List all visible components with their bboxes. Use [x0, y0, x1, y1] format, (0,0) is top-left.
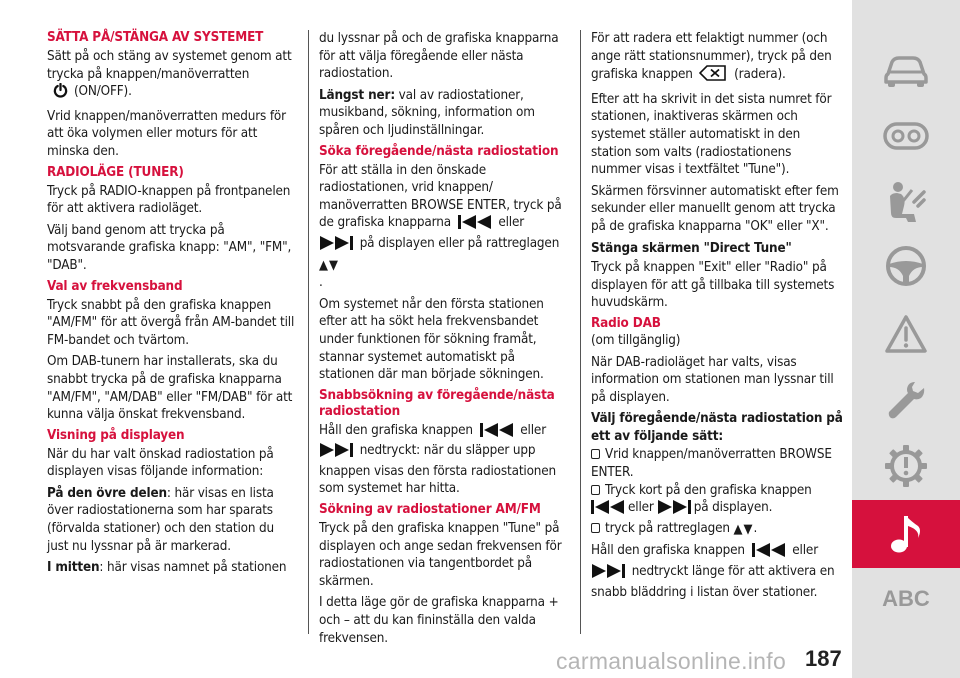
paragraph-tuner-2: Välj band genom att trycka på motsvarande grafiska knapp: "AM", "FM", "DAB".	[47, 222, 292, 273]
gear-icon	[883, 443, 929, 489]
up-down-arrow-icons: ▲▼	[733, 521, 754, 537]
column-divider-2	[580, 30, 581, 634]
skip-back-icon	[591, 500, 625, 520]
paragraph-top: På den övre delen: här visas en lista över radiostationerna som har sparats (förvalda stationer) och den station du just nu lyssnar på är markerad.	[47, 485, 275, 554]
skip-forward-icon	[319, 443, 353, 463]
index-abc-label: ABC	[882, 586, 930, 611]
paragraph-middle: I mitten: här visas namnet på stationen	[47, 560, 287, 576]
heading-tuner: RADIOLÄGE (TUNER)	[47, 164, 184, 180]
sidebar-item-dashboard[interactable]	[852, 102, 960, 170]
paragraph-close: Tryck på knappen "Exit" eller "Radio" på displayen för att gå tillbaka till systemets huvudskärm.	[591, 260, 835, 311]
paragraph-continued: du lyssnar på och de grafiska knapparna för att välja föregående eller nästa radiostation.	[319, 31, 559, 82]
skip-forward-icon	[319, 236, 353, 256]
paragraph-band-2: Om DAB-tunern har installerats, ska du snabbt trycka på de grafiska knapparna "AM/FM", "AM/DAB" eller "FM/DAB" för att kunna välja önskat frekvensband.	[47, 354, 293, 423]
paragraph-band-1: Tryck snabbt på den grafiska knappen "AM/FM" för att övergå från AM-bandet till FM-bandet och tvärtom.	[47, 297, 295, 348]
up-down-arrow-icons: ▲▼	[319, 257, 339, 273]
skip-back-icon	[458, 215, 492, 235]
sidebar-item-car[interactable]	[852, 36, 960, 104]
dashboard-gauges-icon	[883, 121, 929, 151]
skip-back-icon	[752, 543, 786, 563]
sidebar-item-index[interactable]	[852, 586, 960, 612]
heading-close-direct-tune: Stänga skärmen "Direct Tune"	[591, 240, 792, 256]
seatbelt-icon	[884, 180, 928, 224]
paragraph-found: Om systemet når den första stationen efter att ha sökt hela frekvensbandet under funktionen för sökning framåt, stannar systemet automatiskt på stationen där man började sökningen.	[319, 296, 544, 383]
heading-display: Visning på displayen	[47, 427, 185, 443]
sidebar-item-emergency[interactable]	[852, 300, 960, 368]
paragraph-hold: Håll den grafiska knappen eller nedtryckt länge för att aktivera en snabb bläddring i listan över stationer.	[591, 543, 835, 600]
heading-dab: Radio DAB	[591, 315, 661, 331]
paragraph-volume: Vrid knappen/manöverratten medurs för att öka volymen eller moturs för att minska den.	[47, 108, 286, 159]
paragraph-dab: När DAB-radioläget har valts, visas information om stationen man lyssnar till på displayen.	[591, 354, 834, 405]
paragraph-bottom: Längst ner: val av radiostationer, musikband, sökning, information om spåren och ljudinställningar.	[319, 87, 535, 138]
column-divider-1	[308, 30, 309, 634]
paragraph-disappear: Skärmen försvinner automatiskt efter fem sekunder eller manuellt genom att trycka på de grafiska knapparna "OK" eller "X".	[591, 183, 839, 234]
paragraph-search: För att ställa in den önskade radiostationen, vrid knappen/ manöverratten BROWSE ENTER, tryck på de grafiska knapparna eller på displayen eller på rattreglagen ▲▼ .	[319, 162, 562, 291]
paragraph-frequency-1: Tryck på den grafiska knappen "Tune" på displayen och ange sedan frekvensen för radiostationen via tangentbordet på skärmen.	[319, 521, 562, 589]
paragraph-availability: (om tillgänglig)	[591, 332, 681, 348]
heading-onoff: SÄTTA PÅ/STÄNGA AV SYSTEMET	[47, 30, 264, 45]
checkbox-bullet-icon	[591, 485, 600, 495]
heading-band: Val av frekvensband	[47, 278, 183, 294]
power-icon	[53, 83, 68, 104]
column-2	[319, 30, 571, 651]
paragraph-display: När du har valt önskad radiostation på displayen visas följande information:	[47, 446, 274, 480]
music-note-icon	[888, 512, 924, 556]
list-item: Tryck kort på den grafiska knappen eller på displayen.	[591, 482, 843, 520]
wrench-icon	[884, 378, 928, 422]
column-3	[591, 30, 843, 605]
skip-forward-icon	[657, 500, 691, 520]
page-number: 187	[805, 646, 842, 671]
column-1	[47, 30, 299, 581]
skip-back-icon	[480, 423, 514, 443]
checkbox-bullet-icon	[591, 449, 600, 459]
sidebar-item-driving[interactable]	[852, 232, 960, 300]
paragraph-tuner-1: Tryck på RADIO-knappen på frontpanelen för att aktivera radioläget.	[47, 183, 291, 217]
list-item: Vrid knappen/manöverratten BROWSE ENTER.	[591, 447, 832, 481]
paragraph-quick-search: Håll den grafiska knappen eller nedtryckt: när du släpper upp knappen visas den första radiostationen som systemet har hitta.	[319, 422, 557, 497]
sidebar-item-multimedia[interactable]	[852, 500, 960, 568]
steering-wheel-icon	[884, 244, 928, 288]
sidebar-item-maintenance[interactable]	[852, 366, 960, 434]
car-icon	[882, 52, 930, 88]
sidebar-item-specifications[interactable]	[852, 432, 960, 500]
paragraph-after: Efter att ha skrivit in det sista numret för stationen, inaktiveras skärmen och systemet ställer automatiskt in den station som valts (radiostationens nummer visas i textfältet "Tune").	[591, 91, 832, 178]
heading-search: Söka föregående/nästa radiostation	[319, 143, 559, 159]
list-item: tryck på rattreglagen ▲▼.	[591, 520, 843, 539]
paragraph-onoff: Sätt på och stäng av systemet genom att trycka på knappen/manöverratten (ON/OFF).	[47, 48, 299, 104]
sidebar-item-safety[interactable]	[852, 168, 960, 236]
paragraph-delete: För att radera ett felaktigt nummer (och ange rätt stationsnummer), tryck på den grafiska knappen (radera).	[591, 30, 843, 87]
chapter-sidebar	[852, 0, 960, 678]
heading-frequency-search: Sökning av radiostationer AM/FM	[319, 502, 541, 518]
skip-forward-icon	[591, 564, 625, 584]
heading-choose-station: Välj föregående/nästa radiostation på ett av följande sätt:	[591, 411, 843, 444]
backspace-icon	[699, 65, 727, 87]
paragraph-frequency-2: I detta läge gör de grafiska knapparna + och – att du kan fininställa den valda frekvensen.	[319, 595, 559, 646]
watermark: carmanualsonline.info	[556, 648, 787, 674]
warning-triangle-icon	[884, 314, 928, 354]
checkbox-bullet-icon	[591, 523, 600, 533]
heading-quick-search: Snabbsökning av föregående/nästa radiostation	[319, 387, 555, 419]
